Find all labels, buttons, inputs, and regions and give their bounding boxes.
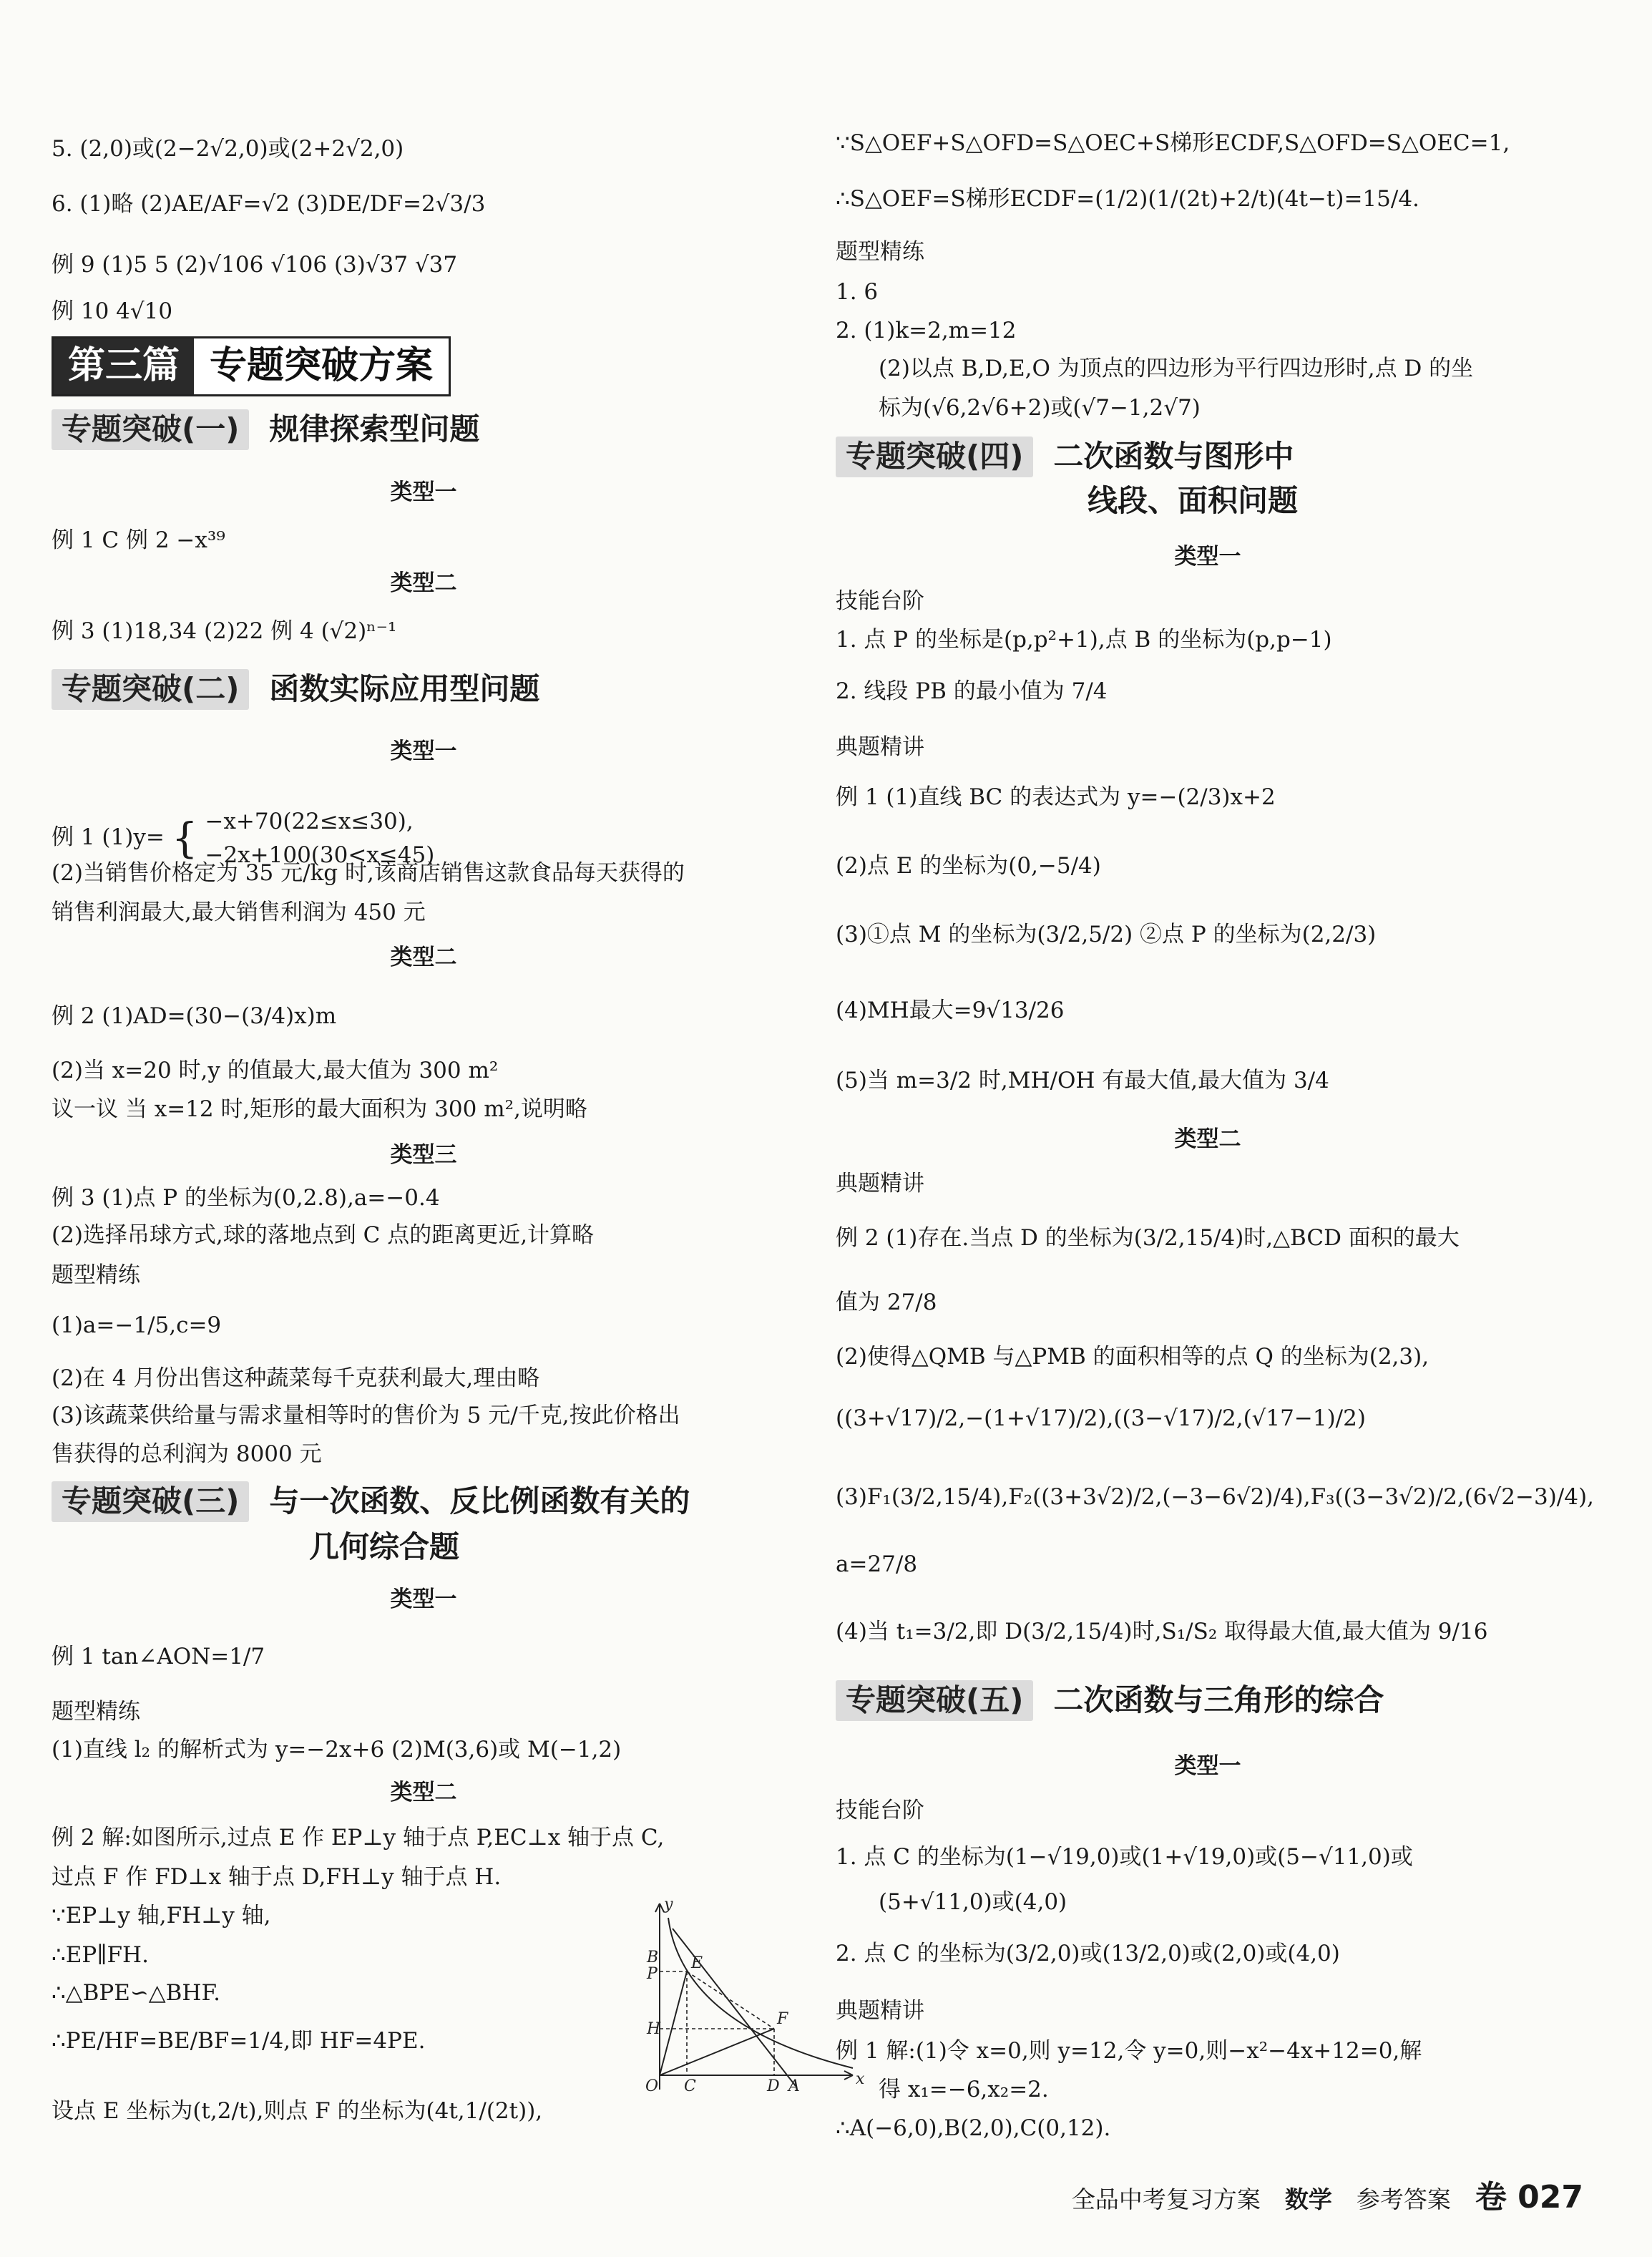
label-x: x <box>856 2070 865 2088</box>
s3-e2-line-6: ∴PE/HF=BE/BF=1/4,即 HF=4PE. <box>52 2028 426 2054</box>
section-4-title-a: 二次函数与图形中 <box>1053 439 1294 474</box>
s4-e2-2: 值为 27/8 <box>836 1290 937 1315</box>
s2-e2-line-3: 议一议 当 x=12 时,矩形的最大面积为 300 m²,说明略 <box>52 1096 587 1122</box>
s2-e1-line-2: (2)当销售价格定为 35 元/kg 时,该商店销售这款食品每天获得的 <box>52 860 685 886</box>
s5-e1-2: 得 x₁=−6,x₂=2. <box>879 2077 1049 2102</box>
s2-type-2: 类型二 <box>390 945 457 970</box>
section-1-heading <box>52 409 479 450</box>
s3-drill-label: 题型精练 <box>52 1699 140 1725</box>
brace: { <box>171 813 198 862</box>
s2-example-2: 例 2 (1)AD=(30−(3/4)x)m <box>52 1003 337 1029</box>
section-1-title: 规律探索型问题 <box>269 411 480 447</box>
r-drill-4: 标为(√6,2√6+2)或(√7−1,2√7) <box>879 395 1201 421</box>
s4-e2-3: (2)使得△QMB 与△PMB 的面积相等的点 Q 的坐标为(2,3), <box>836 1344 1429 1370</box>
label-e: E <box>691 1954 703 1972</box>
s2-e1-prefix: 例 1 (1)y= <box>52 824 165 850</box>
answer-6: 6. (1)略 (2)AE/AF=√2 (3)DE/DF=2√3/3 <box>52 191 486 217</box>
s4-e1-1: 例 1 (1)直线 BC 的表达式为 y=−(2/3)x+2 <box>836 784 1276 810</box>
s4-type-2: 类型二 <box>1174 1126 1241 1152</box>
s3-example-1: 例 1 tan∠AON=1/7 <box>52 1644 265 1669</box>
s5-skill-3: 2. 点 C 的坐标为(3/2,0)或(13/2,0)或(2,0)或(4,0) <box>836 1941 1340 1966</box>
part-number: 第三篇 <box>54 338 194 394</box>
s1-example-1: 例 1 C 例 2 −x³⁹ <box>52 527 225 553</box>
s2-e2-line-2: (2)当 x=20 时,y 的值最大,最大值为 300 m² <box>52 1058 499 1083</box>
page-number <box>1475 2177 1583 2218</box>
s1-example-3: 例 3 (1)18,34 (2)22 例 4 (√2)ⁿ⁻¹ <box>52 618 397 644</box>
footer-section: 参考答案 <box>1356 2185 1451 2213</box>
s3-e2-line-4: ∴EP∥FH. <box>52 1942 149 1968</box>
s4-e1-2: (2)点 E 的坐标为(0,−5/4) <box>836 853 1101 879</box>
s5-e1-3: ∴A(−6,0),B(2,0),C(0,12). <box>836 2115 1111 2141</box>
segment-ef <box>687 1971 774 2029</box>
s2-drill-3: (3)该蔬菜供给量与需求量相等时的售价为 5 元/千克,按此价格出 <box>52 1403 680 1428</box>
label-d: D <box>767 2077 780 2095</box>
r-line-1: ∵S△OEF+S△OFD=S△OEC+S梯形ECDF,S△OFD=S△OEC=1, <box>836 130 1510 156</box>
s1-type-2: 类型二 <box>390 570 457 596</box>
s4-type-1: 类型一 <box>1174 544 1241 570</box>
label-y: y <box>664 1896 673 1914</box>
page-num-value: 027 <box>1517 2179 1583 2215</box>
s2-drill-4: 售获得的总利润为 8000 元 <box>52 1441 322 1467</box>
s4-e2-1: 例 2 (1)存在.当点 D 的坐标为(3/2,15/4)时,△BCD 面积的最大 <box>836 1225 1460 1251</box>
section-5-title: 二次函数与三角形的综合 <box>1053 1682 1384 1717</box>
section-3-title-b: 几何综合题 <box>309 1529 460 1564</box>
s5-skill-label: 技能台阶 <box>836 1798 924 1823</box>
piece-1: −x+70(22≤x≤30), <box>205 809 414 834</box>
r-drill-label: 题型精练 <box>836 239 924 265</box>
s2-type-1: 类型一 <box>390 738 457 764</box>
label-f: F <box>777 2010 788 2028</box>
s3-drill-1: (1)直线 l₂ 的解析式为 y=−2x+6 (2)M(3,6)或 M(−1,2) <box>52 1737 622 1763</box>
s2-drill-label: 题型精练 <box>52 1262 140 1288</box>
s2-e3-line-2: (2)选择吊球方式,球的落地点到 C 点的距离更近,计算略 <box>52 1222 595 1248</box>
s4-e2-7: (4)当 t₁=3/2,即 D(3/2,15/4)时,S₁/S₂ 取得最大值,最大值为 9/16 <box>836 1619 1488 1644</box>
label-a: A <box>788 2077 800 2095</box>
s4-e2-5: (3)F₁(3/2,15/4),F₂((3+3√2)/2,(−3−6√2)/4),F₃((3−3√2)/2,(6√2−3)/4), <box>836 1484 1594 1510</box>
s2-drill-2: (2)在 4 月份出售这种蔬菜每千克获利最大,理由略 <box>52 1365 540 1391</box>
s4-skill-2: 2. 线段 PB 的最小值为 7/4 <box>836 678 1108 704</box>
s3-type-2: 类型二 <box>390 1780 457 1805</box>
s5-classic-label: 典题精讲 <box>836 1998 924 2024</box>
section-3-tag: 专题突破(三) <box>52 1481 249 1522</box>
r-line-2: ∴S△OEF=S梯形ECDF=(1/2)(1/(2t)+2/t)(4t−t)=15/4. <box>836 186 1419 212</box>
example-10: 例 10 4√10 <box>52 298 173 324</box>
section-1-tag: 专题突破(一) <box>52 409 249 450</box>
s2-e1-line-3: 销售利润最大,最大销售利润为 450 元 <box>52 900 426 925</box>
section-4-heading <box>836 437 1294 477</box>
s2-drill-1: (1)a=−1/5,c=9 <box>52 1312 222 1338</box>
section-3-heading <box>52 1481 690 1522</box>
s5-e1-1: 例 1 解:(1)令 x=0,则 y=12,令 y=0,则−x²−4x+12=0,解 <box>836 2038 1422 2064</box>
segment-oe <box>660 1971 687 2075</box>
label-h: H <box>647 2020 661 2038</box>
s4-e2-4: ((3+√17)/2,−(1+√17)/2),((3−√17)/2,(√17−1)/2) <box>836 1405 1366 1431</box>
hyperbola <box>668 1918 853 2068</box>
section-4-title-b: 线段、面积问题 <box>1088 483 1299 518</box>
s5-type-1: 类型一 <box>1174 1753 1241 1779</box>
s4-classic-label-2: 典题精讲 <box>836 1171 924 1196</box>
section-5-tag: 专题突破(五) <box>836 1680 1033 1721</box>
s3-e2-line-3: ∵EP⊥y 轴,FH⊥y 轴, <box>52 1903 271 1929</box>
s5-skill-1: 1. 点 C 的坐标为(1−√19,0)或(1+√19,0)或(5−√11,0)或 <box>836 1844 1413 1870</box>
label-p: P <box>647 1965 658 1983</box>
r-drill-1: 1. 6 <box>836 279 879 305</box>
s3-e2-line-5: ∴△BPE∽△BHF. <box>52 1980 220 2006</box>
example-9: 例 9 (1)5 5 (2)√106 √106 (3)√37 √37 <box>52 252 458 278</box>
s3-example-2: 例 2 解:如图所示,过点 E 作 EP⊥y 轴于点 P,EC⊥x 轴于点 C, <box>52 1825 665 1851</box>
s4-skill-1: 1. 点 P 的坐标是(p,p²+1),点 B 的坐标为(p,p−1) <box>836 627 1332 653</box>
r-drill-3: (2)以点 B,D,E,O 为顶点的四边形为平行四边形时,点 D 的坐 <box>879 356 1474 381</box>
s1-type-1: 类型一 <box>390 479 457 505</box>
page-footer <box>1072 2177 1583 2218</box>
part-title: 专题突破方案 <box>194 338 449 394</box>
section-2-title: 函数实际应用型问题 <box>269 671 540 706</box>
s4-e1-3: (3)①点 M 的坐标为(3/2,5/2) ②点 P 的坐标为(2,2/3) <box>836 922 1377 947</box>
answer-5: 5. (2,0)或(2−2√2,0)或(2+2√2,0) <box>52 136 404 162</box>
s5-skill-2: (5+√11,0)或(4,0) <box>879 1889 1067 1915</box>
label-b: B <box>647 1949 659 1966</box>
footer-subject: 数学 <box>1284 2185 1332 2213</box>
s3-e2-line-7: 设点 E 坐标为(t,2/t),则点 F 的坐标为(4t,1/(2t)), <box>52 2098 543 2124</box>
section-4-tag: 专题突破(四) <box>836 437 1033 477</box>
r-drill-2: 2. (1)k=2,m=12 <box>836 318 1017 343</box>
geometry-figure <box>638 1896 867 2104</box>
s3-e2-line-2: 过点 F 作 FD⊥x 轴于点 D,FH⊥y 轴于点 H. <box>52 1864 502 1890</box>
section-2-heading <box>52 669 539 710</box>
s4-skill-label: 技能台阶 <box>836 588 924 614</box>
s4-classic-label: 典题精讲 <box>836 734 924 760</box>
section-3-title-a: 与一次函数、反比例函数有关的 <box>269 1483 690 1519</box>
s3-type-1: 类型一 <box>390 1586 457 1612</box>
footer-book: 全品中考复习方案 <box>1071 2185 1261 2213</box>
s4-e2-6: a=27/8 <box>836 1551 918 1577</box>
section-2-tag: 专题突破(二) <box>52 669 249 710</box>
s4-e1-4: (4)MH最大=9√13/26 <box>836 998 1065 1023</box>
piece-2: −2x+100(30<x≤45) <box>205 842 435 868</box>
s2-type-3: 类型三 <box>390 1142 457 1168</box>
segment-of <box>660 2029 774 2075</box>
s2-example-3: 例 3 (1)点 P 的坐标为(0,2.8),a=−0.4 <box>52 1185 440 1211</box>
label-o: O <box>645 2077 659 2095</box>
section-5-heading <box>836 1680 1384 1721</box>
part-banner <box>52 336 451 396</box>
label-c: C <box>684 2077 696 2095</box>
volume-label: 卷 <box>1475 2179 1507 2215</box>
s4-e1-5: (5)当 m=3/2 时,MH/OH 有最大值,最大值为 3/4 <box>836 1068 1329 1093</box>
